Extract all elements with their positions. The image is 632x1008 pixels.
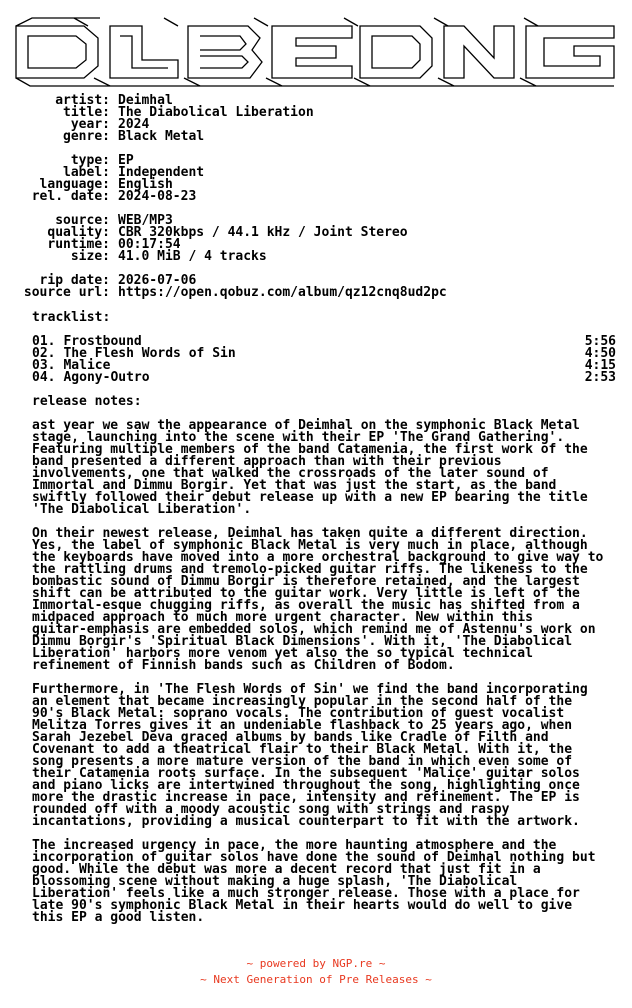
track-title: Agony-Outro bbox=[63, 370, 150, 385]
meta-row bbox=[6, 287, 447, 299]
meta-value: 41.0 MiB / 4 tracks bbox=[118, 249, 267, 264]
meta-key: artist: bbox=[55, 93, 110, 108]
notes-line: shift can be attributed to the guitar work. Very little is left of the bbox=[32, 586, 580, 601]
meta-key: quality: bbox=[47, 225, 110, 240]
track-row bbox=[32, 372, 616, 384]
meta-key: language: bbox=[39, 177, 110, 192]
meta-value: Black Metal bbox=[118, 129, 205, 144]
notes-paragraph bbox=[32, 684, 622, 828]
tracklist-heading: tracklist: bbox=[32, 310, 111, 325]
notes-line: incantations, providing a musical counterpart to fit with the artwork. bbox=[32, 814, 580, 829]
notes-line: stage, launching into the scene with their EP 'The Grand Gathering'. bbox=[32, 430, 565, 445]
notes-line: late 90's symphonic Black Metal in their hearts would do well to give bbox=[32, 898, 573, 913]
footer-powered-by bbox=[0, 956, 632, 972]
notes-line: bombastic sound of Dimmu Borgir is therefore retained, and the largest bbox=[32, 574, 580, 589]
notes-line: incorporation of guitar solos have done the sound of Deimhal nothing but bbox=[32, 850, 596, 865]
meta-value: 2024 bbox=[118, 117, 150, 132]
track-title: The Flesh Words of Sin bbox=[63, 346, 236, 361]
notes-line: 'The Diabolical Liberation'. bbox=[32, 502, 252, 517]
notes-line: the keyboards have moved into a more orchestral background to give way to bbox=[32, 550, 604, 565]
meta-value: 00:17:54 bbox=[118, 237, 181, 252]
meta-value: English bbox=[118, 177, 173, 192]
notes-line: refinement of Finnish bands such as Children of Bodom. bbox=[32, 658, 455, 673]
track-title: Malice bbox=[63, 358, 111, 373]
meta-key: rip date: bbox=[39, 273, 110, 288]
meta-value: 2026-07-06 bbox=[118, 273, 197, 288]
meta-value: CBR 320kbps / 44.1 kHz / Joint Stereo bbox=[118, 225, 408, 240]
track-duration: 2:53 bbox=[584, 370, 616, 385]
meta-value: Independent bbox=[118, 165, 205, 180]
meta-value: Deimhal bbox=[118, 93, 173, 108]
notes-line: Liberation' harbors more venom yet also the so typical technical bbox=[32, 646, 533, 661]
notes-line: more the drastic increase in pace, intensity and refinement. The EP is bbox=[32, 790, 580, 805]
meta-value: 2024-08-23 bbox=[118, 189, 197, 204]
notes-line: rounded off with a moody acoustic song with strings and raspy bbox=[32, 802, 510, 817]
track-number: 02. bbox=[32, 346, 56, 361]
footer-prefix: ~ powered by bbox=[246, 957, 333, 970]
notes-line: swiftly followed their debut release up with a new EP bearing the title bbox=[32, 490, 588, 505]
meta-value: WEB/MP3 bbox=[118, 213, 173, 228]
notes-line: blossoming scene without making a huge splash, 'The Diabolical bbox=[32, 874, 518, 889]
release-notes bbox=[32, 420, 622, 936]
notes-line: Immortal-esque chugging riffs, as overall the music has shifted from a bbox=[32, 598, 580, 613]
notes-line: On their newest release, Deimhal has taken quite a different direction. bbox=[32, 526, 588, 541]
notes-paragraph bbox=[32, 528, 622, 672]
meta-key: source: bbox=[55, 213, 110, 228]
meta-key: source url: bbox=[23, 285, 110, 300]
release-notes-heading: release notes: bbox=[32, 394, 142, 409]
notes-line: Dimmu Borgir's 'Spiritual Black Dimensions'. With it, 'The Diabolical bbox=[32, 634, 573, 649]
track-row bbox=[32, 348, 616, 360]
meta-value[interactable]: https://open.qobuz.com/album/qz12cnq8ud2pc bbox=[118, 285, 447, 300]
meta-key: runtime: bbox=[47, 237, 110, 252]
ngp-link[interactable]: NGP.re bbox=[332, 957, 373, 970]
track-duration: 4:50 bbox=[584, 346, 616, 361]
meta-row bbox=[6, 251, 447, 263]
notes-line: Immortal and Dimmu Borgir. Yet that was just the start, as the band bbox=[32, 478, 557, 493]
notes-line: Yes, the label of symphonic Black Metal is very much in place, although bbox=[32, 538, 588, 553]
notes-line: The increased urgency in pace, the more haunting atmosphere and the bbox=[32, 838, 557, 853]
footer-tagline: ~ Next Generation of Pre Releases ~ bbox=[200, 973, 432, 986]
meta-key: size: bbox=[70, 249, 110, 264]
notes-line: Furthermore, in 'The Flesh Words of Sin' we find the band incorporating bbox=[32, 682, 588, 697]
notes-line: and piano licks are intertwined throughout the song, highlighting once bbox=[32, 778, 580, 793]
notes-line: involvements, one that walked the crossroads of the later sound of bbox=[32, 466, 549, 481]
notes-line: midpaced approach to much more urgent character. New within this bbox=[32, 610, 533, 625]
notes-line: band presented a different approach than with their previous bbox=[32, 454, 502, 469]
meta-row bbox=[6, 191, 447, 203]
track-duration: 4:15 bbox=[584, 358, 616, 373]
track-number: 04. bbox=[32, 370, 56, 385]
footer bbox=[0, 956, 632, 988]
notes-line: Liberation' feels like a much stronger release. Those with a place for bbox=[32, 886, 580, 901]
notes-line: their Catamenia roots surface. In the subsequent 'Malice' guitar solos bbox=[32, 766, 580, 781]
meta-key: label: bbox=[63, 165, 110, 180]
meta-key: type: bbox=[70, 153, 110, 168]
meta-key: title: bbox=[63, 105, 110, 120]
release-metadata bbox=[6, 95, 447, 299]
meta-value: The Diabolical Liberation bbox=[118, 105, 314, 120]
meta-key: genre: bbox=[63, 129, 110, 144]
notes-paragraph bbox=[32, 840, 622, 924]
notes-line: Sarah Jezebel Deva graced albums by bands like Cradle of Filth and bbox=[32, 730, 549, 745]
ascii-art-logo bbox=[14, 16, 618, 88]
notes-line: this EP a good listen. bbox=[32, 910, 205, 925]
notes-line: song presents a more mature version of the band in which even some of bbox=[32, 754, 573, 769]
footer-suffix: ~ bbox=[372, 957, 386, 970]
meta-key: rel. date: bbox=[31, 189, 110, 204]
notes-line: an element that became increasingly popular in the second half of the bbox=[32, 694, 573, 709]
notes-line: ast year we saw the appearance of Deimhal on the symphonic Black Metal bbox=[32, 418, 580, 433]
track-number: 01. bbox=[32, 334, 56, 349]
notes-line: Featuring multiple members of the band Catamenia, the first work of the bbox=[32, 442, 588, 457]
notes-paragraph bbox=[32, 420, 622, 516]
notes-line: 90's Black Metal: soprano vocals. The contribution of guest vocalist bbox=[32, 706, 565, 721]
track-number: 03. bbox=[32, 358, 56, 373]
meta-key: year: bbox=[70, 117, 110, 132]
notes-line: guitar-emphasis are embedded solos, which remind me of Astennu's work on bbox=[32, 622, 596, 637]
track-title: Frostbound bbox=[63, 334, 142, 349]
notes-line: Covenant to add a theatrical flair to their Black Metal. With it, the bbox=[32, 742, 573, 757]
meta-row bbox=[6, 131, 447, 143]
track-duration: 5:56 bbox=[584, 334, 616, 349]
notes-line: Melitza Torres gives it an undeniable flashback to 25 years ago, when bbox=[32, 718, 573, 733]
notes-line: good. While the debut was more a decent record that just fit in a bbox=[32, 862, 541, 877]
tracklist bbox=[32, 336, 616, 384]
meta-value: EP bbox=[118, 153, 134, 168]
notes-line: the rattling drums and tremolo-picked guitar riffs. The likeness to the bbox=[32, 562, 588, 577]
